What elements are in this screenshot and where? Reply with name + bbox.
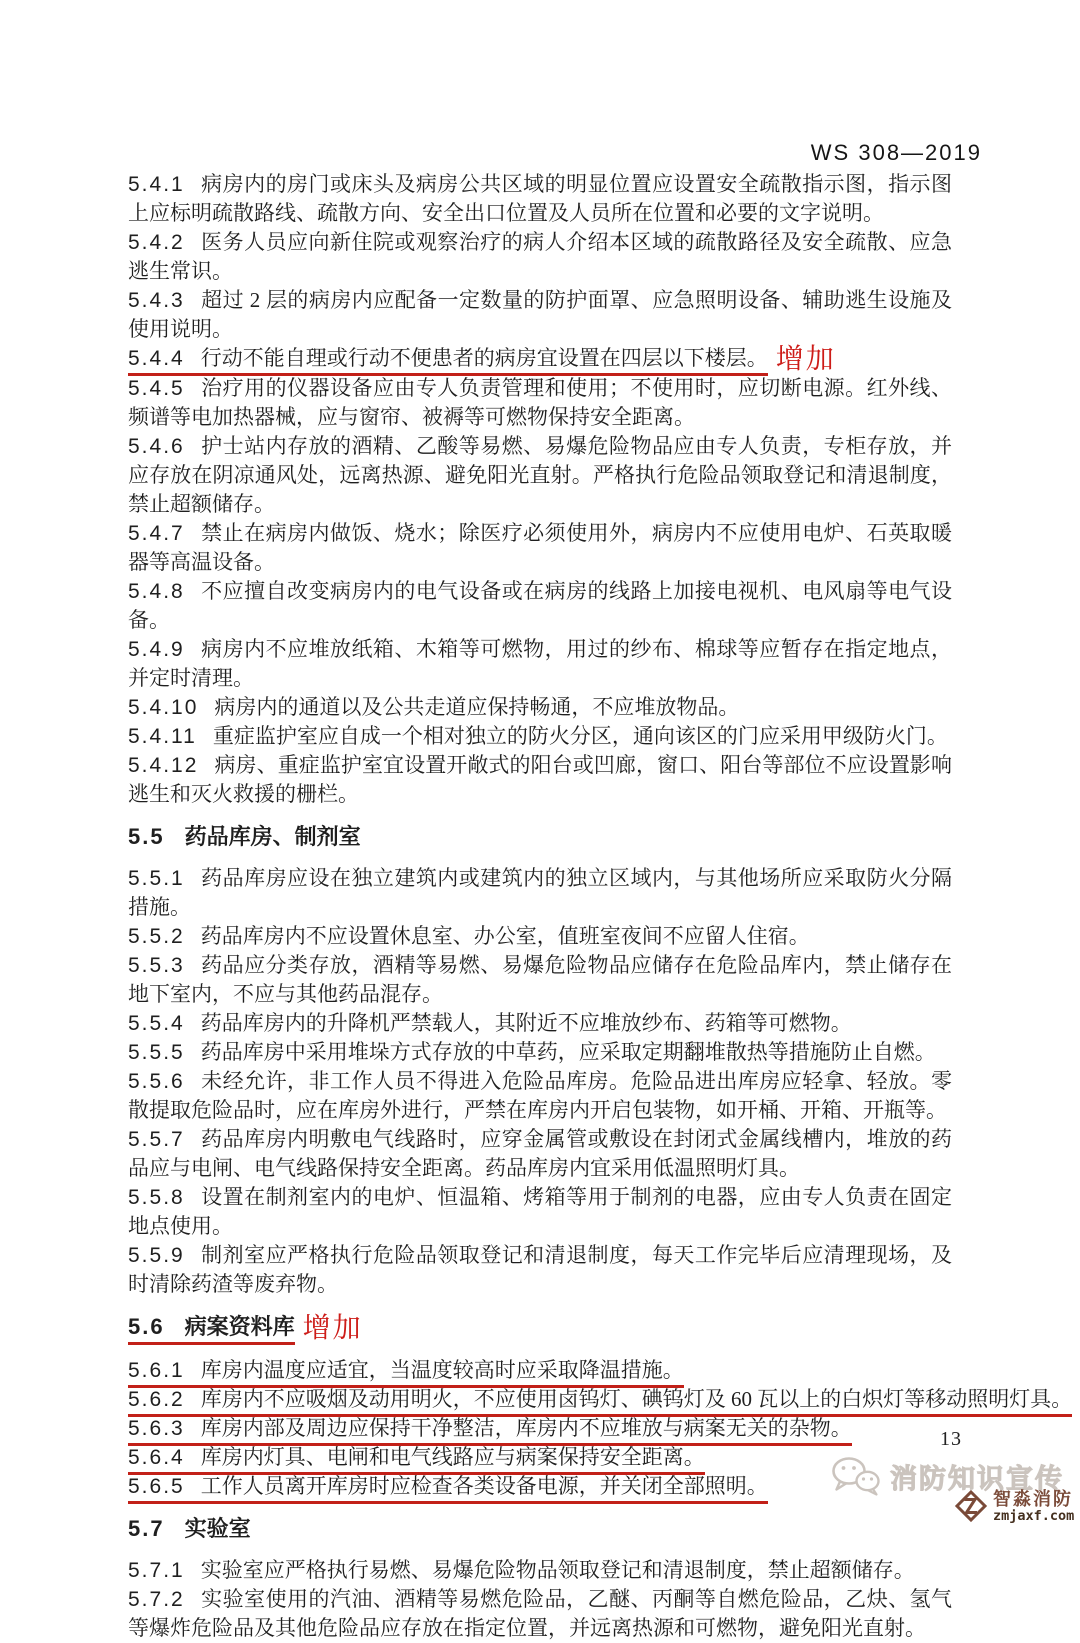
clause-text (128, 1516, 251, 1541)
clause-body: 库房内温度应适宜，当温度较高时应采取降温措施。 (200, 1358, 684, 1382)
watermark-brand-text (993, 1490, 1074, 1524)
clause-text (128, 230, 952, 283)
clause-text (128, 695, 739, 719)
clause-paragraph (128, 1585, 952, 1643)
watermark-brand (954, 1490, 1074, 1524)
clause-text (128, 753, 952, 806)
clause-paragraph (128, 751, 952, 809)
clause-number: 5.4.7 (128, 522, 185, 545)
clause-paragraph (128, 1183, 952, 1241)
clause-text (128, 1040, 936, 1064)
clause-number: 5.6 (128, 1314, 165, 1339)
clause-body: 实验室使用的汽油、酒精等易燃危险品，乙醚、丙酮等自燃危险品，乙炔、氢气等爆炸危险品及其他危险品应存放在指定位置，并远离热源和可燃物，避免阳光直射。 (128, 1587, 952, 1640)
clause-body: 医务人员应向新住院或观察治疗的病人介绍本区域的疏散路径及安全疏散、应急逃生常识。 (128, 230, 952, 283)
clause-number: 5.5.3 (128, 954, 185, 977)
clause-number: 5.6.4 (128, 1446, 185, 1469)
red-underlined-text (128, 1445, 705, 1475)
clause-body: 库房内灯具、电闸和电气线路应与病案保持安全距离。 (200, 1445, 705, 1469)
clause-number: 5.5.6 (128, 1070, 185, 1093)
clause-number: 5.4.10 (128, 696, 199, 719)
clause-number: 5.4.11 (128, 725, 197, 748)
clause-paragraph (128, 635, 952, 693)
clause-text (128, 376, 952, 429)
clause-body: 实验室应严格执行易燃、易爆危险物品领取登记和清退制度，禁止超额储存。 (200, 1558, 915, 1582)
clause-paragraph (128, 1385, 1073, 1414)
clause-body: 病房内不应堆放纸箱、木箱等可燃物，用过的纱布、棉球等应暂存在指定地点，并定时清理。 (128, 637, 952, 690)
clause-number: 5.5.1 (128, 867, 185, 890)
clause-number: 5.5.2 (128, 925, 185, 948)
clause-number: 5.6.3 (128, 1417, 185, 1440)
clause-number: 5.5 (128, 824, 165, 849)
wechat-icon (830, 1456, 882, 1496)
clause-paragraph (128, 1038, 952, 1067)
clause-paragraph (128, 722, 952, 751)
section-heading (128, 1514, 952, 1543)
clause-paragraph (128, 170, 952, 228)
clause-text (128, 434, 952, 516)
clause-body: 护士站内存放的酒精、乙酸等易燃、易爆危险物品应由专人负责，专柜存放，并应存放在阴凉通风处，远离热源、避免阳光直射。严格执行危险品领取登记和清退制度，禁止超额储存。 (128, 434, 952, 516)
clause-number: 5.4.3 (128, 289, 185, 312)
clause-number: 5.7.2 (128, 1588, 185, 1611)
clause-body: 药品库房内不应设置休息室、办公室，值班室夜间不应留人住宿。 (200, 924, 810, 948)
clause-number: 5.4.9 (128, 638, 185, 661)
clause-body: 病房、重症监护室宜设置开敞式的阳台或凹廊，窗口、阳台等部位不应设置影响逃生和灭火救援的栅栏。 (128, 753, 952, 806)
clause-paragraph (128, 286, 952, 344)
clause-paragraph (128, 922, 952, 951)
clause-number: 5.4.6 (128, 435, 185, 458)
clause-text (128, 1558, 915, 1582)
clause-body: 药品库房、制剂室 (184, 824, 361, 849)
clause-text (128, 288, 952, 341)
clause-text (128, 1243, 952, 1296)
clause-text (128, 1587, 952, 1640)
clause-number: 5.4.4 (128, 347, 185, 370)
clause-text (128, 521, 952, 574)
clause-paragraph (128, 374, 952, 432)
zhimiao-logo-icon (954, 1490, 988, 1522)
clause-paragraph (128, 1009, 952, 1038)
clause-body: 病房内的通道以及公共走道应保持畅通，不应堆放物品。 (214, 695, 740, 719)
clause-number: 5.4.8 (128, 580, 185, 603)
red-underlined-text (128, 1314, 295, 1345)
watermark-knowledge-label: 消防知识宣传 (890, 1463, 1064, 1494)
clause-paragraph (128, 432, 952, 519)
clause-number: 5.5.7 (128, 1128, 185, 1151)
added-annotation: 增加 (302, 1313, 363, 1344)
clause-number: 5.5.5 (128, 1041, 185, 1064)
clause-paragraph (128, 1356, 952, 1385)
clause-text (128, 1127, 952, 1180)
clause-text (128, 579, 952, 632)
clause-text (128, 1011, 852, 1035)
clause-paragraph (128, 1125, 952, 1183)
clause-number: 5.7.1 (128, 1559, 185, 1582)
clause-text (128, 1185, 952, 1238)
clause-number: 5.4.1 (128, 173, 185, 196)
clause-body: 病案资料库 (184, 1314, 295, 1339)
clause-body: 制剂室应严格执行危险品领取登记和清退制度，每天工作完毕后应清理现场，及时清除药渣等废弃物。 (128, 1243, 952, 1296)
clause-paragraph (128, 951, 952, 1009)
clause-number: 5.6.2 (128, 1388, 185, 1411)
clause-paragraph (128, 577, 952, 635)
clause-number: 5.4.5 (128, 377, 185, 400)
clause-body: 工作人员离开库房时应检查各类设备电源，并关闭全部照明。 (200, 1474, 768, 1498)
clause-body: 超过 2 层的病房内应配备一定数量的防护面罩、应急照明设备、辅助逃生设施及使用说明。 (128, 288, 952, 341)
brand-site-url: zmjaxf.com (993, 1508, 1075, 1524)
clause-text (128, 172, 952, 225)
brand-name: 智淼消防 (993, 1489, 1073, 1509)
added-annotation: 增加 (775, 344, 836, 375)
clause-number: 5.4.2 (128, 231, 185, 254)
clause-text (128, 866, 952, 919)
clause-number: 5.5.9 (128, 1244, 185, 1267)
clause-paragraph (128, 1067, 952, 1125)
clause-body: 药品库房内的升降机严禁载人，其附近不应堆放纱布、药箱等可燃物。 (200, 1011, 852, 1035)
red-underlined-text (128, 1474, 768, 1504)
clause-number: 5.7 (128, 1516, 165, 1541)
page-number: 13 (940, 1428, 962, 1450)
clause-text (128, 953, 952, 1006)
red-underlined-text (128, 1358, 684, 1388)
clause-number: 5.4.12 (128, 754, 199, 777)
clause-body: 设置在制剂室内的电炉、恒温箱、烤箱等用于制剂的电器，应由专人负责在固定地点使用。 (128, 1185, 952, 1238)
clause-paragraph (128, 1443, 952, 1472)
clause-paragraph (128, 864, 952, 922)
clause-body: 治疗用的仪器设备应由专人负责管理和使用；不使用时，应切断电源。红外线、频谱等电加热器械，应与窗帘、被褥等可燃物保持安全距离。 (128, 376, 952, 429)
clause-number: 5.5.8 (128, 1186, 185, 1209)
clause-number: 5.6.1 (128, 1359, 185, 1382)
clause-paragraph (128, 519, 952, 577)
clause-body: 库房内部及周边应保持干净整洁，库房内不应堆放与病案无关的杂物。 (200, 1416, 852, 1440)
clause-body: 禁止在病房内做饭、烧水；除医疗必须使用外，病房内不应使用电炉、石英取暖器等高温设备。 (128, 521, 952, 574)
clause-body: 药品库房应设在独立建筑内或建筑内的独立区域内，与其他场所应采取防火分隔措施。 (128, 866, 952, 919)
clause-body: 实验室 (184, 1516, 251, 1541)
clause-body: 未经允许，非工作人员不得进入危险品库房。危险品进出库房应轻拿、轻放。零散提取危险品时，应在库房外进行，严禁在库房内开启包装物，如开桶、开箱、开瓶等。 (128, 1069, 952, 1122)
clause-body: 不应擅自改变病房内的电气设备或在病房的线路上加接电视机、电风扇等电气设备。 (128, 579, 952, 632)
clause-text (128, 637, 952, 690)
clause-text (128, 724, 948, 748)
clause-paragraph (128, 344, 952, 374)
clause-number: 5.5.4 (128, 1012, 185, 1035)
standard-number: WS 308—2019 (810, 140, 982, 165)
clause-paragraph (128, 1414, 952, 1443)
clause-paragraph (128, 228, 952, 286)
clause-text (128, 824, 361, 849)
clause-body: 药品库房内明敷电气线路时，应穿金属管或敷设在封闭式金属线槽内，堆放的药品应与电闸、电气线路保持安全距离。药品库房内宜采用低温照明灯具。 (128, 1127, 952, 1180)
clause-number: 5.6.5 (128, 1475, 185, 1498)
clause-paragraph (128, 1241, 952, 1299)
clause-body: 重症监护室应自成一个相对独立的防火分区，通向该区的门应采用甲级防火门。 (212, 724, 948, 748)
clause-body: 药品应分类存放，酒精等易燃、易爆危险物品应储存在危险品库内，禁止储存在地下室内，不应与其他药品混存。 (128, 953, 952, 1006)
clause-paragraph (128, 1556, 952, 1585)
section-heading (128, 1312, 952, 1343)
clause-body: 行动不能自理或行动不便患者的病房宜设置在四层以下楼层。 (200, 346, 768, 370)
section-heading (128, 822, 952, 851)
clause-paragraph (128, 693, 952, 722)
clause-text (128, 924, 810, 948)
clause-body: 库房内不应吸烟及动用明火，不应使用卤钨灯、碘钨灯及 60 瓦以上的白炽灯等移动照明灯具。 (200, 1387, 1073, 1411)
red-underlined-text (128, 346, 768, 376)
red-underlined-text (128, 1387, 1072, 1417)
clause-body: 药品库房中采用堆垛方式存放的中草药，应采取定期翻堆散热等措施防止自燃。 (200, 1040, 936, 1064)
clause-paragraph (128, 1472, 952, 1501)
clause-text (128, 1069, 952, 1122)
clause-body: 病房内的房门或床头及病房公共区域的明显位置应设置安全疏散指示图，指示图上应标明疏散路线、疏散方向、安全出口位置及人员所在位置和必要的文字说明。 (128, 172, 952, 225)
red-underlined-text (128, 1416, 852, 1446)
